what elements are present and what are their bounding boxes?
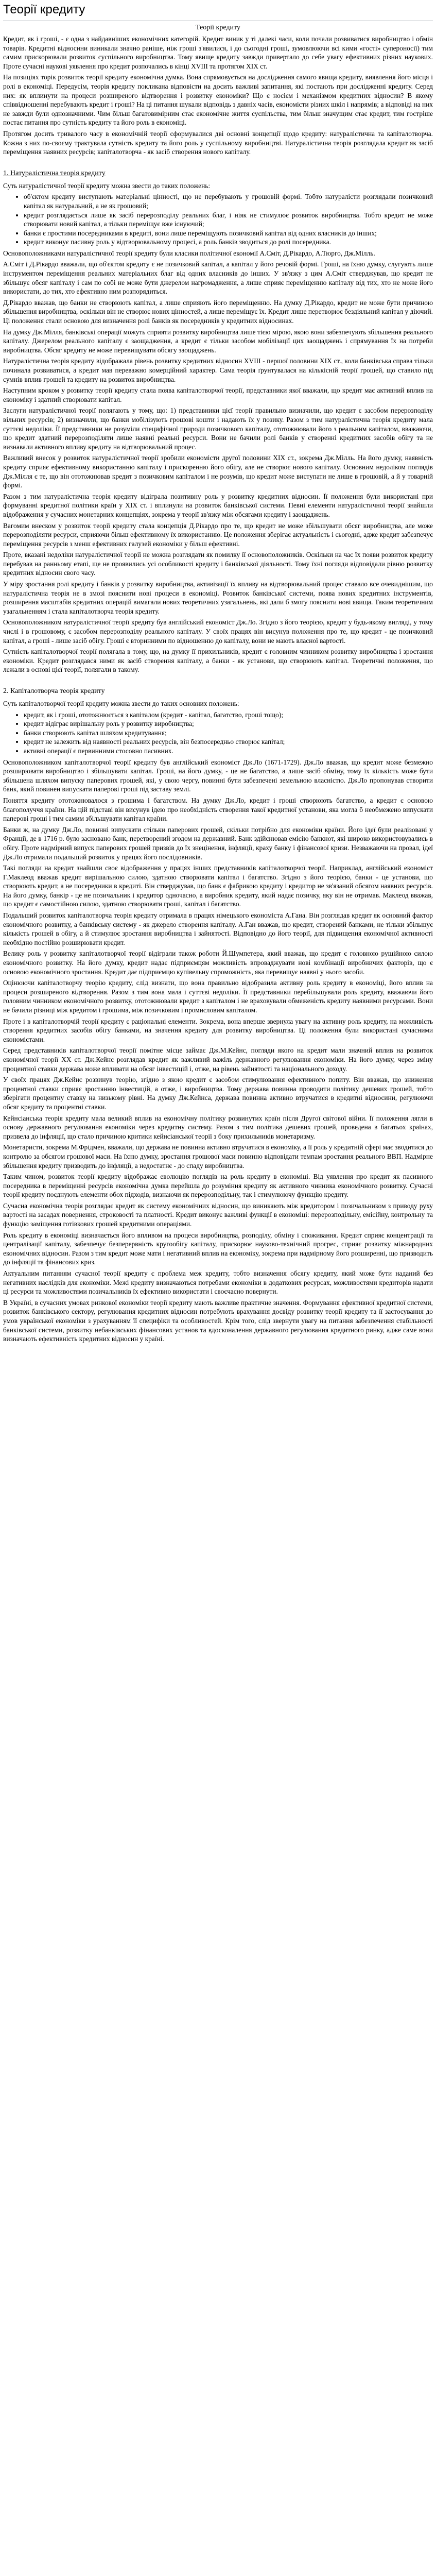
section-lead: Суть капіталотворчої теорії кредиту можна звести до таких основних положень: [3,700,239,707]
section-lead: Суть натуралістичної теорії кредиту можна звести до таких положень: [3,181,211,190]
bullet-item: • об'єктом кредиту виступають матеріальні цінності, що не перебувають у грошовій формі. Тобто натуралісти розглядали позичковий капітал як натуральний, а не як грошовий; [24,192,433,210]
section-title-text: 1. Натуралістична теорія кредиту [3,169,106,177]
section-capital-creating [3,687,433,1344]
bullet-list [3,710,433,756]
body-paragraph: Вагомим внеском у розвиток теорії кредиту стала концепція Д.Рікардо про те, що кредит не може збільшувати обсяг виробництва, але може перерозподіляти ресурси, сприяючи більш ефективному їх використанню. Це положення зберігає актуальність і сьогодні, адже кредит забезпечує переміщення ресурсів з менш ефективних галузей економіки у більш ефективні. [3,521,433,548]
body-paragraph: Основоположником натуралістичної теорії кредиту був англійський економіст Дж.Ло. Згідно з його теорією, кредит у будь-якому вигляді, у тому числі і в грошовому, є засобом перерозподілу реального капіталу. У своїх працях він висунув положення про те, що кредит - це позичковий капітал, а гроші - лише засіб обігу. Гроші є вторинними по відношенню до капіталу, вони не мають власної вартості. [3,618,433,645]
bullet-item: • активні операції є первинними стосовно пасивних. [24,747,433,756]
bullet-item: • кредит розглядається лише як засіб перерозподілу реальних благ, і ніяк не стимулює розвиток виробництва. Тобто кредит не може створювати новий капітал, а тільки переміщує вже існуючий; [24,211,433,229]
section-naturalistic [3,169,433,674]
section-title-text: 2. Капіталотворча теорія кредиту [3,687,105,695]
body-paragraph: У міру зростання ролі кредиту і банків у розвитку виробництва, активізації їх впливу на відтворювальний процес ставало все очевиднішим, що натуралістична теорія не в змозі пояснити нові процеси в економіці. Розвиток банківської системи, поява нових кредитних інструментів, розширення масштабів кредитних операцій вимагали нових теоретичних узагальнень, які дали б змогу пояснити нові явища. Таким теоретичним узагальненням і стала капіталотворча теорія кредиту. [3,580,433,615]
intro-heading: Теорії кредиту [196,24,240,31]
bullet-item: • кредит відіграє вирішальну роль у розвитку виробництва; [24,719,433,728]
body-paragraph: Роль кредиту в економіці визначається його впливом на процеси виробництва, розподілу, обміну і споживання. Кредит сприяє концентрації та централізації капіталу, забезпечує безперервність кругообігу капіталу, прискорює науково-технічний прогрес, сприяє розвитку міжнародних економічних відносин. Разом з тим кредит може мати і негативний вплив на економіку, зокрема при надмірному його розширенні, що призводить до інфляції та фінансових криз. [3,1231,433,1266]
bullet-list [3,192,433,247]
bullet-item: • кредит виконує пасивну роль у відтворювальному процесі, а роль банків зводиться до ролі посередника. [24,238,433,247]
body-paragraph: Проте і в капіталотворчій теорії кредиту є раціональні елементи. Зокрема, вона вперше звернула увагу на активну роль кредиту, на можливість створення кредитних засобів обігу банками, на значення кредиту для розвитку виробництва. Ці положення були використані сучасними економістами. [3,1017,433,1043]
intro-paragraph: Кредит, як і гроші, - є одна з найдавніших економічних категорій. Кредит виник у ті далекі часи, коли почали розвиватися виробництво і обмін товарів. Кредитні відносини виникали значно раніше, ніж гроші з'явилися, і до сьогодні гроші, зумовлюючи всі кими «гості» супероносії) тим самим прискорювали розвиток суспільного виробництва. Тому явище кредиту завжди привертало до себе увагу ефективних різних наукових. Проте сучасні наукові уявлення про кредит розпочались в кінці XVIII та протягом XIX ст. [3,35,433,70]
body-paragraph: Натуралістична теорія кредиту відображала рівень розвитку кредитних відносин XVIII - першої половини XIX ст., коли банківська справа тільки починала розвиватися, а кредит мав переважно комерційний характер. Сама теорія ґрунтувалася на кількісній теорії грошей, що ставило під сумнів вплив грошей та кредиту на розвиток виробництва. [3,357,433,383]
body-paragraph: Такі погляди на кредит знайшли своє відображення у працях інших представників капіталотворчої теорії. Наприклад, англійський економіст Г.Маклеод вважав кредит вирішальною силою, здатною створювати капітал і багатство. Згідно з його теорією, банки - це установи, що створюють кредит, а не посередники в кредиті. Він стверджував, що банк є фабрикою кредиту і кредитор не зв'язаний обсягом наявних ресурсів. На його думку, банкір - це не позичальник і кредитор одночасно, а виробник кредиту, який надає позичку, яку він не отримав. Маклеод вважав, що кредит є самостійною силою, здатною створювати гроші, капітал і багатство. [3,864,433,908]
body-paragraph: Оцінюючи капіталотворчу теорію кредиту, слід визнати, що вона правильно відобразила активну роль кредиту в економіці, його вплив на процеси розширеного відтворення. Разом з тим вона мала і суттєві недоліки. Її представники перебільшували роль кредиту, вважаючи його головним чинником економічного розвитку, ототожнювали кредит з капіталом і не враховували обмеженість кредиту наявними ресурсами. Вони не бачили різниці між кредитом і грошима, між позичковим і промисловим капіталом. [3,979,433,1014]
bullet-item: • банки є простими посередниками в кредиті, вони лише переміщують позичковий капітал від одних власників до інших; [24,229,433,238]
body-paragraph: Банки ж, на думку Дж.Ло, повинні випускати стільки паперових грошей, скільки потрібно для економіки країни. Його ідеї були реалізовані у Франції, де в 1716 р. було засновано банк, перетворений згодом на державний. Банк здійснював емісію банкнот, які широко використовувались в обігу. Проте надмірний випуск паперових грошей призвів до їх знецінення, інфляції, краху банку і фінансової кризи. Незважаючи на провал, ідеї Дж.Ло отримали подальший розвиток у працях його послідовників. [3,825,433,861]
body-paragraph: Проте, вказані недоліки натуралістичної теорії не можна розглядати як помилку її основоположників. Оскільки на час їх появи розвиток кредиту перебував на ранньому етапі, ще не проявились усі особливості кредиту і банківської діяльності. Тому їхні погляди відповідали рівню розвитку кредитних відносин свого часу. [3,551,433,577]
intro-paragraph: Протягом досить тривалого часу в економічній теорії сформувалися дві основні концепції щодо кредиту: натуралістична та капіталотворча. Кожна з них по-своєму трактувала сутність кредиту та його роль у суспільному виробництві. Натуралістична теорія розглядала кредит як засіб переміщення наявних ресурсів; капіталотворча - як засіб створення нового капіталу. [3,129,433,156]
body-paragraph: Сучасна економічна теорія розглядає кредит як систему економічних відносин, що виникають між кредитором і позичальником з приводу руху вартості на засадах повернення, строковості та платності. Кредит виконує важливі функції в економіці: перерозподільну, емісійну, контрольну та функцію заміщення готівкових грошей кредитними операціями. [3,1201,433,1228]
body-paragraph: Сутність капіталотворчої теорії полягала в тому, що, на думку її прихильників, кредит є головним чинником розвитку виробництва і зростання економіки. Кредит розглядався ними як засіб створення капіталу, а банки - як установи, що створюють капітал. Теоретичні положення, що лежали в основі цієї теорії, полягали в такому. [3,648,433,674]
body-paragraph: Основоположником капіталотворчої теорії кредиту був англійський економіст Дж.Ло (1671-1729). Дж.Ло вважав, що кредит може безмежно розширювати виробництво і збільшувати капітал. Гроші, на його думку, - це не багатство, а лише засіб обміну, тому їх кількість може бути збільшена шляхом випуску паперових грошей, які, у свою чергу, повинні бути забезпечені земельною власністю. Дж.Ло пропонував створити банк, який повинен випускати паперові гроші під заставу землі. [3,758,433,793]
body-paragraph: Разом з тим натуралістична теорія кредиту відіграла позитивну роль у розвитку кредитних відносин. Її положення були використані при формуванні кредитної політики країн у XIX ст. і вплинули на розвиток банківської системи. Певні елементи натуралістичної теорії знайшли відображення у сучасних монетарних концепціях, зокрема у теорії зв'язку між обсягами кредиту і заощаджень. [3,492,433,518]
intro-section [3,35,433,157]
body-paragraph: У своїх працях Дж.Кейнс розвинув теорію, згідно з якою кредит є засобом стимулювання ефективного попиту. Він вважав, що зниження процентної ставки сприяє зростанню інвестицій, а отже, і виробництва. Тому держава повинна проводити політику дешевих грошей, тобто зберігати процентну ставку на низькому рівні. На думку Дж.Кейнса, держава повинна активно втручатися в кредитні відносини, регулюючи обсяг кредиту та процентні ставки. [3,1076,433,1111]
bullet-item: • кредит не залежить від наявності реальних ресурсів, він безпосередньо створює капітал; [24,737,433,747]
body-paragraph: Таким чином, розвиток теорії кредиту відображає еволюцію поглядів на роль кредиту в економіці. Від уявлення про кредит як пасивного посередника в переміщенні ресурсів економічна думка перейшла до розуміння кредиту як активного чинника економічного розвитку. Сучасні теорії кредиту поєднують елементи обох підходів, визнаючи як перерозподільну, так і стимулюючу функцію кредиту. [3,1173,433,1199]
body-paragraph: На думку Дж.Мілля, банківські операції можуть сприяти розвитку виробництва лише тією мірою, якою вони забезпечують збільшення реального капіталу. Джерелом реального капіталу є заощадження, а кредит є тільки засобом мобілізації цих заощаджень і спрямування їх на потреби виробництва. Обсяг кредиту не може перевищувати обсягу заощаджень. [3,328,433,354]
body-paragraph: Серед представників капіталотворчої теорії помітне місце займає Дж.М.Кейнс, погляди якого на кредит мали значний вплив на розвиток економічної теорії XX ст. Дж.Кейнс розглядав кредит як важливий важіль державного регулювання економіки. На його думку, через зміну процентної ставки держава може впливати на обсяг інвестицій і, отже, на рівень зайнятості та національного доходу. [3,1046,433,1073]
section-title [3,687,433,696]
body-paragraph: Кейнсіанська теорія кредиту мала великий вплив на економічну політику розвинутих країн після Другої світової війни. Її положення лягли в основу державного регулювання економіки через кредитну систему. Разом з тим політика дешевих грошей, проведена в багатьох країнах, призвела до інфляції, що стало причиною критики кейнсіанської теорії з боку прихильників монетаризму. [3,1114,433,1140]
bullet-item: • банки створюють капітал шляхом кредитування; [24,728,433,738]
body-paragraph: Велику роль у розвитку капіталотворчої теорії відіграли також роботи Й.Шумпетера, який вважав, що кредит є головною рушійною силою економічного розвитку. На його думку, кредит надає підприємцям можливість впроваджувати нові комбінації виробничих факторів, що є основою економічного зростання. Кредит дає підприємцю купівельну спроможність, яка перевищує наявні у нього засоби. [3,950,433,976]
body-paragraph: В Україні, в сучасних умовах ринкової економіки теорії кредиту мають важливе практичне значення. Формування ефективної кредитної системи, розвиток банківського сектору, регулювання кредитних відносин потребують врахування досвіду розвитку теорії кредиту та її застосування до умов української економіки з урахуванням її специфіки та особливостей. Крім того, слід звернути увагу на питання забезпечення стабільності банківської системи, розвитку небанківських фінансових установ та вдосконалення державного регулювання кредитного ринку, адже саме вони визначають ефективність кредитних відносин у країні. [3,1298,433,1343]
body-paragraph: Д.Рікардо вважав, що банки не створюють капітал, а лише сприяють його переміщенню. На думку Д.Рікардо, кредит не може бути причиною збільшення виробництва, оскільки він не створює нових цінностей, а лише переміщує їх. Кредит лише перетворює бездіяльний капітал у діючий. Ці положення стали основою для визначення ролі банків як посередників у кредитних відносинах. [3,298,433,325]
body-paragraph: Важливий внесок у розвиток натуралістичної теорії зробили економісти другої половини XIX ст., зокрема Дж.Мілль. На його думку, наявність кредиту сприяє ефективному використанню капіталу і прискоренню його обігу, але не створює нового капіталу. Основним недоліком поглядів Дж.Мілля є те, що він ототожнював кредит з позичковим капіталом і не розумів, що кредит може виступати не лише в грошовій, а й у товарній формі. [3,454,433,489]
body-paragraph: Наступним кроком у розвитку теорії кредиту стала поява капіталотворчої теорії, представники якої вважали, що кредит має активний вплив на економіку і здатний створювати капітал. [3,386,433,403]
body-paragraph: Монетаристи, зокрема М.Фрідмен, вважали, що держава не повинна активно втручатися в економіку, а її роль у кредитній сфері має зводитися до контролю за обсягом грошової маси. На їхню думку, зростання грошової маси повинно відповідати темпам зростання реального ВВП. Надмірне збільшення кредиту призводить до інфляції, а недостатнє - до спаду виробництва. [3,1143,433,1170]
page-title: Теорії кредиту [3,0,433,21]
body-paragraph: А.Сміт і Д.Рікардо вважали, що об'єктом кредиту є не позичковий капітал, а капітал у його речовій формі. Гроші, на їхню думку, слугують лише інструментом переміщення реальних матеріальних благ від одних власників до інших. У зв'язку з цим А.Сміт стверджував, що кредит не збільшує обсяг капіталу і сам по собі не може бути джерелом нагромадження, а лише сприяє переміщенню капіталу від тих, хто не може його використати, до тих, хто ефективно ним розпорядиться. [3,260,433,296]
body-paragraph: Основоположниками натуралістичної теорії кредиту були класики політичної економії А.Сміт, Д.Рікардо, А.Тюрго, Дж.Мілль. [3,249,375,257]
body-paragraph: Поняття кредиту ототожнювалося з грошима і багатством. На думку Дж.Ло, кредит і гроші створюють багатство, а кредит є основою благополуччя країни. На цій підставі він висунув ідею про необхідність створення такої кредитної установи, яка могла б необмежено випускати паперові гроші і тим самим збільшувати капітал країни. [3,796,433,823]
body-paragraph: Заслуги натуралістичної теорії полягають у тому, що: 1) представники цієї теорії правильно визначили, що кредит є засобом перерозподілу вільних ресурсів; 2) визначили, що банки мобілізують грошові кошти і надають їх у позику. Разом з тим натуралістична теорія кредиту мала суттєві недоліки. Її представники не розуміли специфічної природи позичкового капіталу, ототожнювали його з реальним капіталом, вважаючи, що кредит здатний перерозподіляти лише наявні реальні ресурси. Вони не бачили ролі банків у створенні кредитних засобів обігу та не визнавали активного впливу кредиту на відтворювальний процес. [3,406,433,451]
body-paragraph: Актуальним питанням сучасної теорії кредиту є проблема меж кредиту, тобто визначення обсягу кредиту, який може бути наданий без негативних наслідків для економіки. Межі кредиту визначаються потребами економіки в додаткових ресурсах, можливостями кредиторів надати ці ресурси та можливостями позичальників їх ефективно використати і своєчасно повернути. [3,1269,433,1296]
intro-paragraph: На позиціях торік розвиток теорії кредиту економічна думка. Вона спрямовується на дослідження самого явища кредиту, виявлення його місця і ролі в економіці. Передусім, теорія кредиту покликана відповісти на досить важливі запитання, які постають при дослідженні кредиту. Серед них: як вплинути на процеси розширеного відтворення і розвитку економіки? Що є носієм і механізмом кредитних відносин? В якому співвідношенні перебувають кредит і гроші? На ці питання шукали відповідь з давніх часів, економісти різних шкіл і напрямів; а відповіді на них не завжди були однозначними. Чим більш багатовимірним стає економічне життя суспільства, тим більш значущим стає кредит, тим гостріше постає питання про сутність кредиту та його роль в економіці. [3,73,433,127]
bullet-item: • кредит, як і гроші, ототожнюється з капіталом (кредит - капітал, багатство, гроші тощо); [24,710,433,720]
body-paragraph: Подальший розвиток капіталотворча теорія кредиту отримала в працях німецького економіста А.Гана. Він розглядав кредит як основний фактор економічного розвитку, а банківську систему - як джерело створення капіталу. А.Ган вважав, що кредит, створений банками, не тільки збільшує кількість грошей в обігу, а й стимулює зростання виробництва і зайнятості. Відповідно до його теорії, для підвищення економічної активності необхідно постійно розширювати кредит. [3,911,433,946]
section-title [3,169,433,178]
